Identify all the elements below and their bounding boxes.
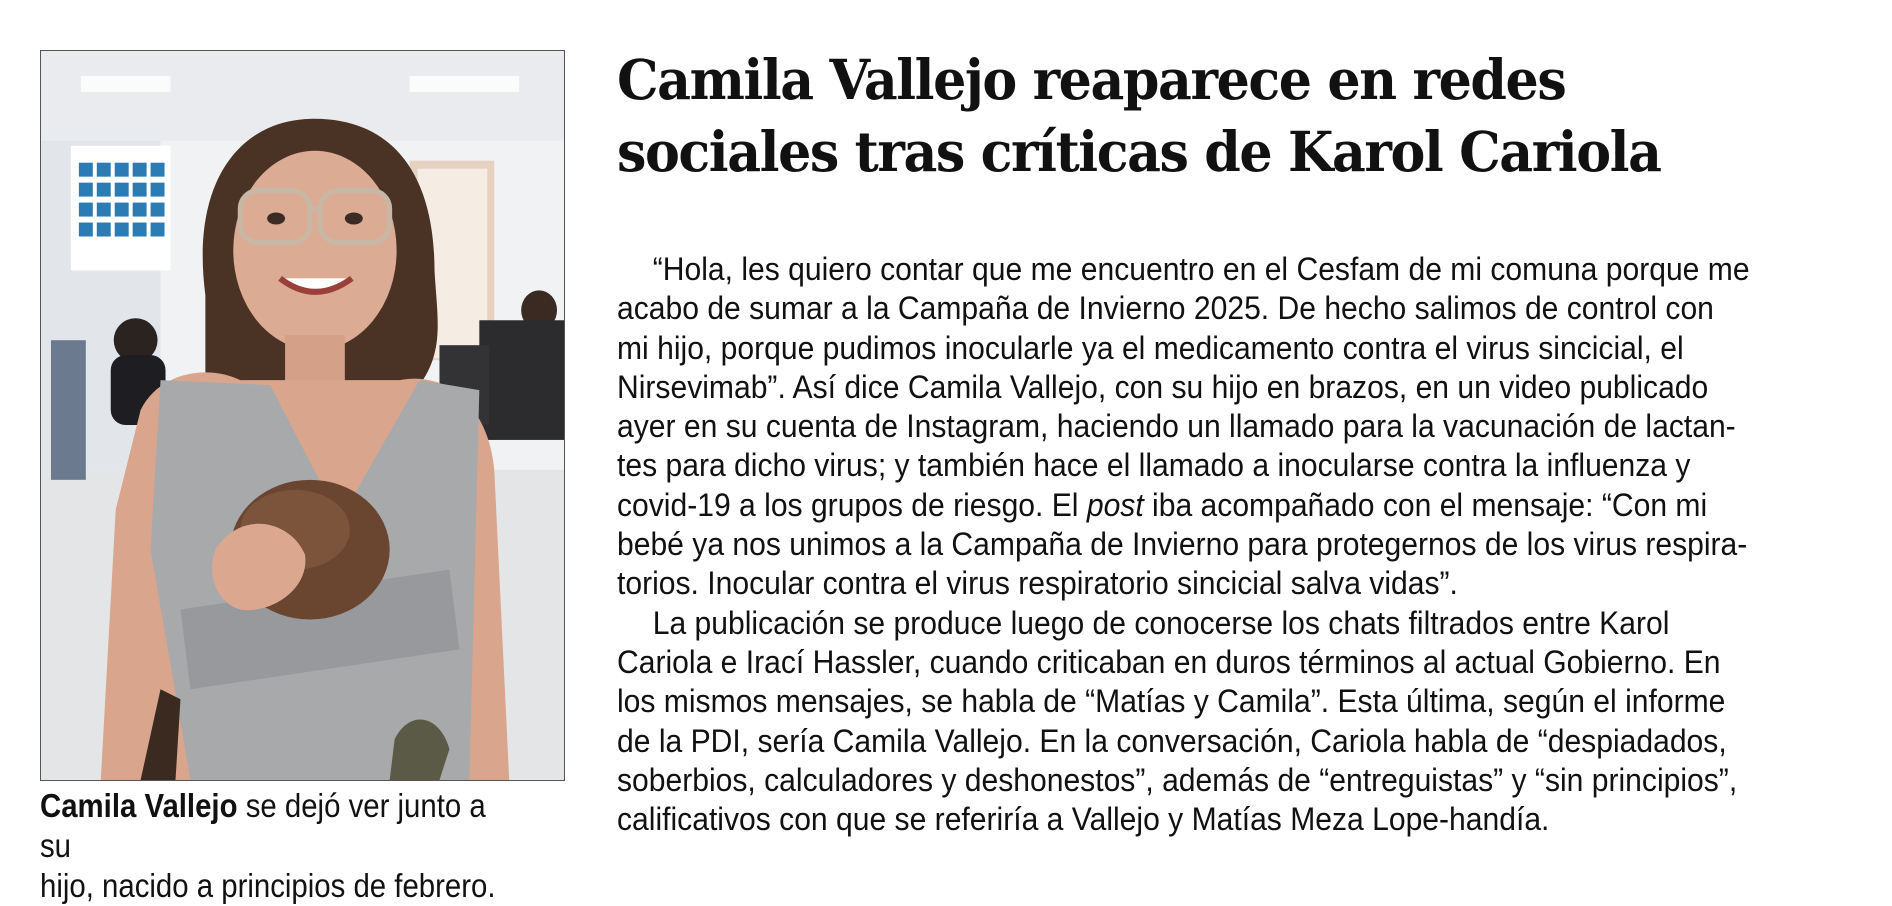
body-line: tes para dicho virus; y también hace el llamado a inocularse contra la influenza y — [617, 447, 1691, 484]
body-line: torios. Inocular contra el virus respiratorio sincicial salva vidas”. — [617, 565, 1458, 602]
body-line: “Hola, les quiero contar que me encuentro en el Cesfam de mi comuna porque me — [652, 251, 1750, 287]
caption-text-line1: se dejó ver junto a su — [40, 787, 486, 864]
body-line: calificativos con que se referiría a Vallejo y Matías Meza Lope-handía. — [617, 801, 1550, 838]
headline-line1: Camila Vallejo reaparece en redes — [617, 47, 1566, 112]
body-text-fragment: iba acompañado con el mensaje: “Con mi — [1143, 486, 1708, 523]
body-line: ayer en su cuenta de Instagram, haciendo un llamado para la vacunación de lactan- — [617, 408, 1736, 445]
body-line: de la PDI, sería Camila Vallejo. En la conversación, Cariola habla de “despiadados, — [617, 722, 1727, 759]
photo-caption — [40, 786, 521, 906]
body-line-with-italic — [617, 486, 1783, 525]
caption-text-line2: hijo, nacido a principios de febrero. — [40, 867, 496, 904]
body-line: La publicación se produce luego de conocerse los chats filtrados entre Karol — [652, 604, 1670, 641]
body-line: mi hijo, porque pudimos inocularle ya el medicamento contra el virus sincicial, el — [617, 329, 1684, 366]
body-line: Nirsevimab”. Así dice Camila Vallejo, con su hijo en brazos, en un video publicado — [617, 368, 1709, 405]
italic-word: post — [1086, 486, 1144, 523]
article-body — [617, 250, 1783, 839]
body-text-fragment: covid-19 a los grupos de riesgo. El — [617, 486, 1087, 523]
body-line: acabo de sumar a la Campaña de Invierno 2025. De hecho salimos de control con — [617, 290, 1714, 327]
headline — [617, 44, 1805, 188]
caption-name: Camila Vallejo — [40, 787, 238, 824]
photo-woman-with-baby-image — [41, 51, 564, 780]
headline-line2: sociales tras críticas de Karol Cariola — [617, 119, 1661, 184]
article-photo — [40, 50, 565, 781]
body-line: Cariola e Irací Hassler, cuando criticaban en duros términos al actual Gobierno. En — [617, 643, 1721, 680]
body-line: soberbios, calculadores y deshonestos”, además de “entreguistas” y “sin principios”, — [617, 761, 1738, 798]
body-line: los mismos mensajes, se habla de “Matías y Camila”. Esta última, según el informe — [617, 683, 1726, 720]
body-line: bebé ya nos unimos a la Campaña de Invierno para protegernos de los virus respira- — [617, 526, 1748, 563]
